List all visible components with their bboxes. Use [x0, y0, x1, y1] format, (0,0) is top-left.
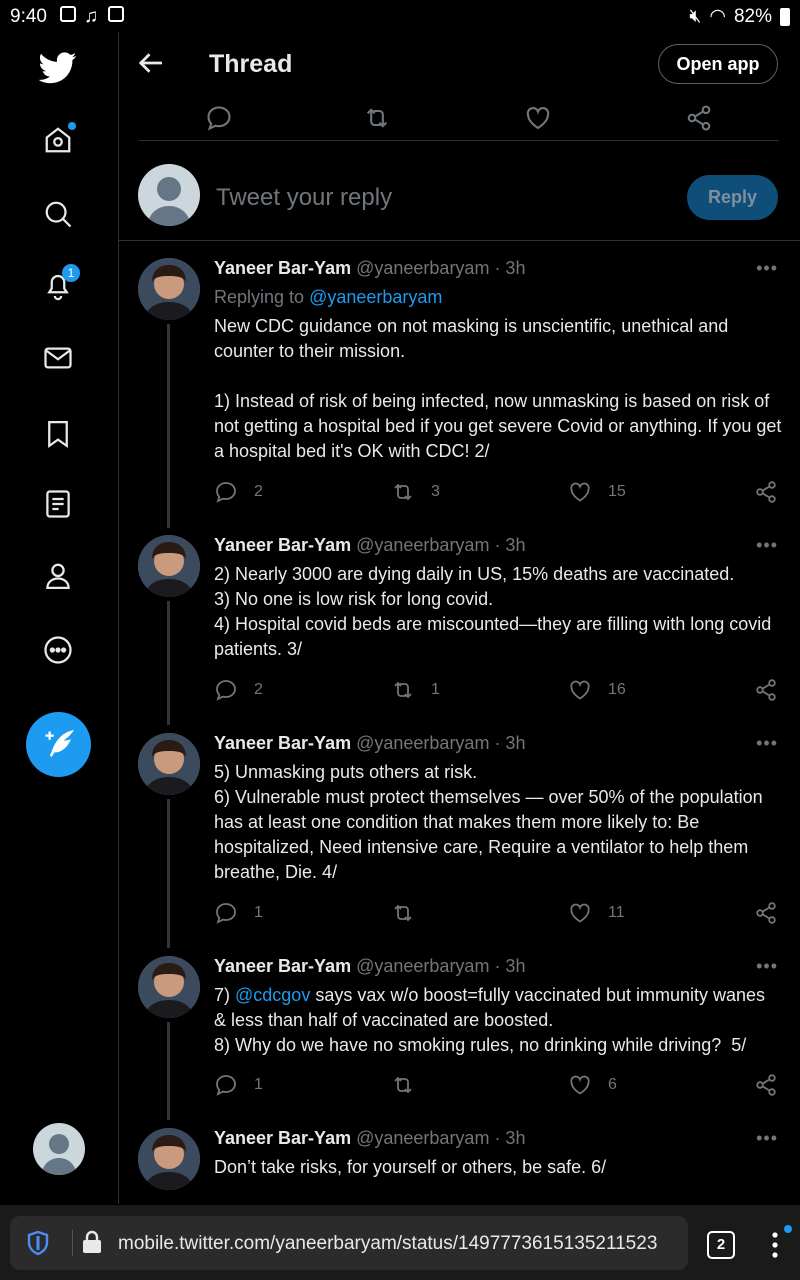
tweet-actions	[214, 678, 782, 704]
reply-button[interactable]: Reply	[687, 175, 778, 220]
tweet-text-rest: says vax w/o boost=fully vaccinated but immunity wanes & less than half of vaccinated are boosted. 8) Why do we have no smoking rules, no drinking while driving? 5/	[214, 985, 766, 1055]
reply-action[interactable]	[214, 1073, 263, 1097]
reply-action[interactable]	[205, 104, 233, 132]
tweet-header	[214, 258, 525, 279]
share-icon	[685, 104, 713, 132]
retweet-count: 1	[431, 681, 440, 698]
sync-icon: ♫	[84, 6, 99, 27]
tweet-actions	[214, 480, 782, 506]
nav-explore[interactable]	[34, 190, 82, 238]
thread-line	[167, 324, 170, 528]
more-options-icon[interactable]: •••	[756, 956, 778, 976]
url-text[interactable]: mobile.twitter.com/yaneerbaryam/status/1497773615135211523	[118, 1233, 658, 1254]
share-icon	[754, 678, 778, 702]
retweet-action[interactable]	[391, 480, 440, 504]
main-tweet-actions	[139, 100, 779, 141]
tweet-text: 5) Unmasking puts others at risk. 6) Vulnerable must protect themselves — over 50% of the population has at least one condition that makes them more likely to: Be hospitalized, Need intensive care, Require a ventilator to help them breathe, Die. 4/	[214, 762, 763, 882]
reply-composer	[119, 150, 800, 241]
browser-menu-icon[interactable]	[770, 1231, 780, 1259]
like-count: 11	[608, 904, 625, 921]
reply-action[interactable]	[214, 480, 263, 504]
retweet-icon	[391, 480, 415, 504]
share-action[interactable]	[754, 1073, 778, 1097]
tweet-header	[214, 535, 525, 556]
menu-update-dot	[784, 1225, 792, 1233]
nav-lists[interactable]	[34, 480, 82, 528]
avatar[interactable]	[138, 1128, 200, 1190]
tweet-actions	[214, 901, 782, 927]
nav-profile[interactable]	[34, 552, 82, 600]
divider	[72, 1230, 73, 1256]
tweet[interactable]	[119, 535, 800, 725]
thread-line	[167, 1022, 170, 1120]
tab-switcher-button[interactable]: 2	[707, 1231, 735, 1259]
browser-toolbar	[0, 1205, 800, 1280]
nav-home[interactable]	[34, 116, 82, 164]
status-time: 9:40	[10, 6, 47, 27]
address-bar[interactable]	[10, 1216, 688, 1270]
like-action[interactable]	[568, 901, 625, 925]
battery-icon	[780, 8, 790, 26]
share-icon	[754, 1073, 778, 1097]
retweet-action[interactable]	[391, 1073, 431, 1097]
sidebar-nav	[0, 32, 119, 1204]
status-bar	[0, 0, 800, 32]
retweet-action[interactable]	[363, 104, 391, 132]
arrow-left-icon	[137, 48, 167, 78]
heart-icon	[568, 678, 592, 702]
like-action[interactable]	[568, 480, 626, 504]
share-icon	[754, 480, 778, 504]
more-circle-icon	[43, 635, 73, 665]
tweet-text: New CDC guidance on not masking is unscientific, unethical and counter to their mission. 1) Instead of risk of being infected, now unmasking is based on risk of not getting a hospital bed if you get severe Covid or anything. If you get a hospital bed it's OK with CDC! 2/	[214, 316, 782, 461]
reply-input[interactable]: Tweet your reply	[216, 184, 393, 211]
share-action[interactable]	[754, 678, 778, 702]
battery-level: 82%	[733, 5, 772, 27]
replying-to	[214, 287, 442, 308]
avatar	[138, 164, 200, 226]
mute-icon: 🔇︎	[689, 5, 702, 27]
reply-action[interactable]	[214, 901, 263, 925]
more-options-icon[interactable]: •••	[756, 535, 778, 555]
like-action[interactable]	[524, 104, 552, 132]
replying-prefix: Replying to	[214, 287, 310, 307]
quill-plus-icon	[41, 727, 77, 763]
author-name[interactable]: Yaneer Bar-Yam	[214, 956, 352, 976]
tweet[interactable]	[119, 956, 800, 1120]
home-unread-dot	[68, 122, 76, 130]
lock-icon	[82, 1230, 102, 1254]
author-meta: @yaneerbaryam · 3h	[356, 1128, 526, 1148]
more-options-icon[interactable]: •••	[756, 258, 778, 278]
author-name[interactable]: Yaneer Bar-Yam	[214, 535, 352, 555]
reply-icon	[205, 104, 233, 132]
tweet-header	[214, 956, 525, 977]
tweet-text-prefix: 7)	[214, 985, 236, 1005]
retweet-count: 3	[431, 483, 440, 500]
gallery-icon	[60, 6, 76, 22]
status-notification-icons	[60, 6, 124, 27]
open-app-button[interactable]: Open app	[658, 44, 778, 84]
tweet-text: 2) Nearly 3000 are dying daily in US, 15% deaths are vaccinated. 3) No one is low risk for long covid. 4) Hospital covid beds are miscounted—they are filling with long covid patients. 3/	[214, 564, 772, 659]
like-action[interactable]	[568, 678, 626, 702]
author-meta: @yaneerbaryam · 3h	[356, 733, 526, 753]
check-icon	[108, 6, 124, 22]
mail-icon	[43, 343, 73, 373]
page-title: Thread	[209, 50, 293, 78]
tweet[interactable]	[119, 1128, 800, 1204]
reply-count: 2	[254, 483, 263, 500]
nav-messages[interactable]	[34, 334, 82, 382]
heart-icon	[524, 104, 552, 132]
nav-more[interactable]	[34, 626, 82, 674]
like-count: 6	[608, 1076, 617, 1093]
thread-line	[167, 601, 170, 725]
retweet-icon	[363, 104, 391, 132]
author-meta: @yaneerbaryam · 3h	[356, 956, 526, 976]
bookmark-icon	[43, 419, 73, 449]
tweet-text	[214, 983, 782, 1058]
author-name[interactable]: Yaneer Bar-Yam	[214, 1128, 352, 1148]
twitter-logo-icon[interactable]	[34, 44, 82, 92]
author-name[interactable]: Yaneer Bar-Yam	[214, 733, 352, 753]
tweet-text: Don’t take risks, for yourself or others, be safe. 6/	[214, 1157, 607, 1177]
avatar[interactable]	[138, 535, 200, 597]
mention-link[interactable]: @cdcgov	[235, 985, 311, 1005]
like-count: 16	[608, 681, 626, 698]
shield-icon[interactable]	[26, 1230, 50, 1256]
share-action[interactable]	[754, 480, 778, 504]
heart-icon	[568, 901, 592, 925]
tweet[interactable]	[119, 733, 800, 948]
heart-icon	[568, 480, 592, 504]
reply-action[interactable]	[214, 678, 263, 702]
reply-icon	[214, 901, 238, 925]
more-options-icon[interactable]: •••	[756, 1128, 778, 1148]
reply-count: 1	[254, 1076, 263, 1093]
reply-count: 2	[254, 681, 263, 698]
avatar[interactable]	[138, 258, 200, 320]
share-icon	[754, 901, 778, 925]
home-icon	[43, 125, 73, 155]
lists-icon	[43, 489, 73, 519]
profile-icon	[43, 561, 73, 591]
retweet-icon	[391, 1073, 415, 1097]
wifi-icon: ◠	[709, 6, 726, 27]
reply-icon	[214, 678, 238, 702]
share-action[interactable]	[754, 901, 778, 925]
nav-bookmarks[interactable]	[34, 410, 82, 458]
replying-handle[interactable]: @yaneerbaryam	[309, 287, 443, 307]
notifications-badge: 1	[62, 264, 80, 282]
back-button[interactable]	[137, 48, 169, 80]
like-action[interactable]	[568, 1073, 617, 1097]
retweet-action[interactable]	[391, 678, 440, 702]
account-avatar[interactable]	[33, 1123, 85, 1175]
search-icon	[43, 199, 73, 229]
like-count: 15	[608, 483, 626, 500]
share-action[interactable]	[685, 104, 713, 132]
tweet-header	[214, 1128, 525, 1149]
reply-count: 1	[254, 904, 263, 921]
compose-tweet-button[interactable]	[26, 712, 91, 777]
tweet[interactable]	[119, 258, 800, 528]
avatar[interactable]	[138, 956, 200, 1018]
author-name[interactable]: Yaneer Bar-Yam	[214, 258, 352, 278]
avatar[interactable]	[138, 733, 200, 795]
tweet-header	[214, 733, 525, 754]
reply-icon	[214, 1073, 238, 1097]
thread-line	[167, 799, 170, 948]
retweet-action[interactable]	[391, 901, 431, 925]
reply-icon	[214, 480, 238, 504]
thread-header	[119, 32, 800, 97]
heart-icon	[568, 1073, 592, 1097]
retweet-icon	[391, 678, 415, 702]
retweet-icon	[391, 901, 415, 925]
author-meta: @yaneerbaryam · 3h	[356, 535, 526, 555]
author-meta: @yaneerbaryam · 3h	[356, 258, 526, 278]
tweet-actions	[214, 1073, 782, 1099]
status-right	[689, 5, 790, 28]
more-options-icon[interactable]: •••	[756, 733, 778, 753]
nav-notifications[interactable]	[34, 262, 82, 310]
